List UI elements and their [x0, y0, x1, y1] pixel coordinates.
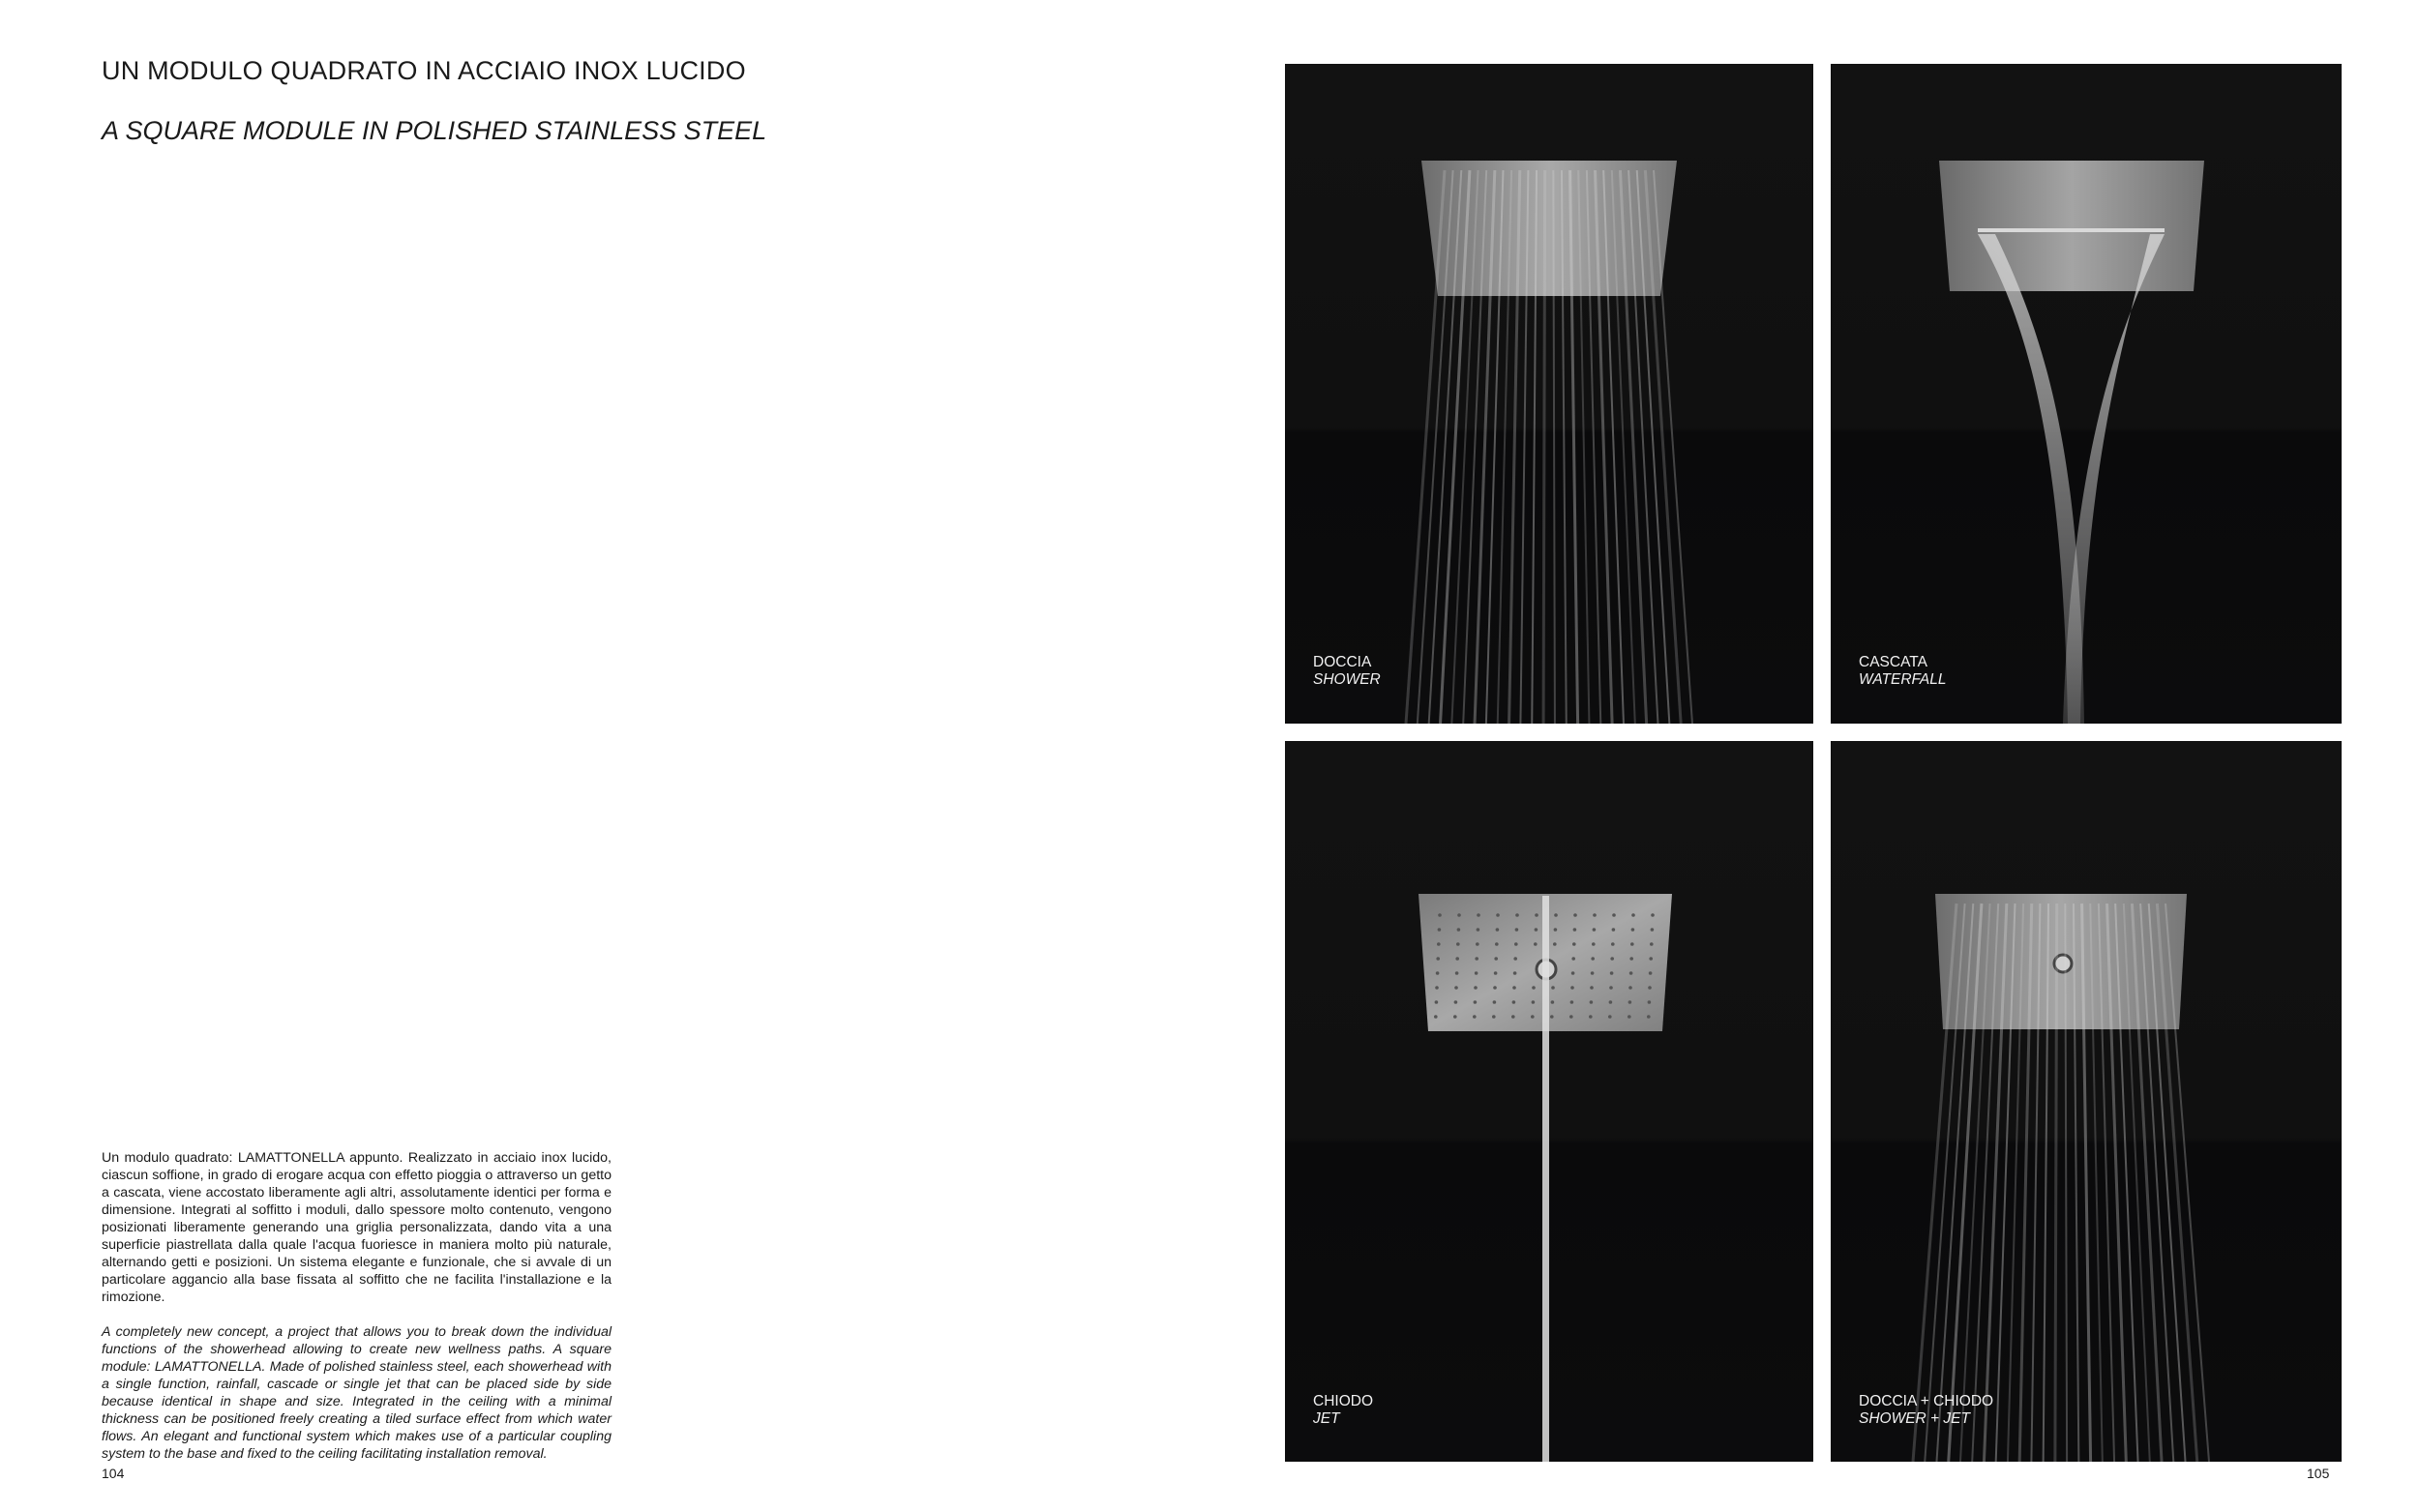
nozzle-dot — [1550, 1015, 1554, 1019]
nozzle-dot — [1515, 913, 1519, 917]
nozzle-dot — [1592, 942, 1596, 946]
nozzle-dot — [1572, 942, 1576, 946]
nozzle-dot — [1649, 957, 1653, 961]
nozzle-dot — [1649, 971, 1653, 975]
photo-jet — [1285, 741, 1813, 1462]
nozzle-dot — [1611, 942, 1615, 946]
nozzle-dot — [1515, 928, 1519, 932]
nozzle-dot — [1629, 957, 1633, 961]
nozzle-dot — [1609, 1000, 1613, 1004]
page-number-left: 104 — [102, 1466, 125, 1481]
caption-waterfall — [1859, 654, 1946, 689]
nozzle-dot — [1610, 957, 1614, 961]
nozzle-dot — [1551, 986, 1555, 990]
photo-shower — [1285, 64, 1813, 724]
nozzle-dot — [1647, 1015, 1651, 1019]
water-stream — [1543, 170, 1545, 724]
nozzle-dot — [1494, 957, 1498, 961]
nozzle-dot — [1474, 986, 1478, 990]
photo-shower-jet — [1831, 741, 2342, 1462]
nozzle-dot — [1554, 928, 1558, 932]
caption-jet-it: CHIODO — [1313, 1393, 1373, 1409]
nozzle-dot — [1436, 957, 1440, 961]
nozzle-dot — [1454, 1000, 1458, 1004]
nozzle-dot — [1630, 942, 1634, 946]
showerhead-plate — [1421, 161, 1677, 296]
nozzle-dot — [1631, 913, 1635, 917]
nozzle-dot — [1631, 928, 1635, 932]
body-text-english: A completely new concept, a project that allows you to break down the individual functions of the showerhead allowing to create new wellness paths. A square module: LAMATTONELLA. Made of polished stainless steel, each showerhead with a single function, rainfall, cascade or single jet that can be placed side by side because identical in shape and size. Integrated in the ceiling with a minimal thickness can be positioned freely creating a tiled surface effect from which water flows. An elegant and functional system which makes use of a particular coupling system to the base and fixed to the ceiling facilitating installation removal. — [102, 1324, 612, 1462]
nozzle-dot — [1436, 971, 1440, 975]
nozzle-dot — [1608, 1015, 1612, 1019]
nozzle-dot — [1512, 986, 1516, 990]
jet-illustration — [1285, 741, 1813, 1462]
nozzle-dot — [1434, 1015, 1438, 1019]
nozzle-dot — [1494, 971, 1498, 975]
nozzle-dot — [1591, 971, 1595, 975]
nozzle-dot — [1493, 986, 1497, 990]
nozzle-dot — [1457, 928, 1461, 932]
nozzle-dot — [1474, 1000, 1478, 1004]
nozzle-dot — [1532, 1000, 1536, 1004]
nozzle-dot — [1591, 957, 1595, 961]
nozzle-dot — [1477, 928, 1480, 932]
caption-shower-jet — [1859, 1393, 1993, 1428]
nozzle-dot — [1514, 942, 1518, 946]
waterfall-illustration — [1831, 64, 2342, 724]
nozzle-dot — [1610, 971, 1614, 975]
nozzle-dot — [1651, 913, 1655, 917]
title-english: A SQUARE MODULE IN POLISHED STAINLESS STEEL — [102, 116, 767, 145]
water-stream — [2165, 904, 2209, 1462]
nozzle-dot — [1455, 971, 1459, 975]
nozzle-dot — [1629, 971, 1633, 975]
nozzle-dot — [1570, 1000, 1574, 1004]
nozzle-dot — [1628, 986, 1632, 990]
caption-jet-en: JET — [1313, 1410, 1340, 1427]
nozzle-dot — [1589, 1015, 1593, 1019]
nozzle-dot — [1476, 942, 1479, 946]
caption-shower-en: SHOWER — [1313, 671, 1381, 688]
nozzle-dot — [1569, 1015, 1573, 1019]
nozzle-dot — [1437, 942, 1441, 946]
nozzle-dot — [1475, 971, 1478, 975]
nozzle-dot — [1648, 1000, 1652, 1004]
nozzle-dot — [1593, 913, 1597, 917]
page-number-right: 105 — [2307, 1466, 2330, 1481]
nozzle-dot — [1573, 928, 1577, 932]
nozzle-dot — [1438, 913, 1442, 917]
water-stream — [2055, 904, 2057, 1462]
nozzle-dot — [1628, 1015, 1631, 1019]
nozzle-dot — [1496, 928, 1500, 932]
nozzle-dot — [1590, 1000, 1594, 1004]
nozzle-dot — [1570, 986, 1574, 990]
nozzle-dot — [1438, 928, 1442, 932]
nozzle-dot — [1513, 971, 1517, 975]
title-italian: UN MODULO QUADRATO IN ACCIAIO INOX LUCIDO — [102, 56, 746, 85]
nozzle-dot — [1513, 957, 1517, 961]
nozzle-dot — [1650, 942, 1654, 946]
body-text-italian: Un modulo quadrato: LAMATTONELLA appunto. Realizzato in acciaio inox lucido, ciascun soffione, in grado di erogare acqua con effetto pioggia o attraverso un getto a cascata, viene accostato liberamente agli altri, assolutamente identici per forma e dimensione. Integrati al soffitto i moduli, dallo spessore molto contenuto, vengono posizionati liberamente generando una griglia personalizzata, dando vita a una superficie piastrellata dalla quale l'acqua fuoriesce in maniera molto più naturale, alternando getti e posizioni. Un sistema elegante e funzionale, che si avvale di un particolare aggancio alla base fissata al soffitto che ne facilita l'installazione e la rimozione. — [102, 1150, 612, 1305]
nozzle-dot — [1496, 913, 1500, 917]
nozzle-dot — [1435, 986, 1439, 990]
water-stream — [1654, 170, 1692, 724]
jet-stream — [1542, 896, 1549, 1462]
nozzle-dot — [1511, 1015, 1515, 1019]
caption-jet — [1313, 1393, 1373, 1428]
nozzle-dot — [1532, 986, 1536, 990]
nozzle-dot — [1534, 942, 1538, 946]
nozzle-dot — [1612, 928, 1616, 932]
caption-shower — [1313, 654, 1381, 689]
nozzle-dot — [1535, 913, 1538, 917]
water-stream — [1913, 904, 1956, 1462]
caption-shower-it: DOCCIA — [1313, 654, 1372, 670]
nozzle-dot — [1512, 1000, 1516, 1004]
nozzle-dot — [1493, 1000, 1497, 1004]
shower-illustration — [1285, 64, 1813, 724]
nozzle-dot — [1492, 1015, 1496, 1019]
nozzle-dot — [1535, 928, 1538, 932]
nozzle-dot — [1553, 942, 1557, 946]
nozzle-dot — [1551, 1000, 1555, 1004]
caption-shower-jet-en: SHOWER + JET — [1859, 1410, 1970, 1427]
nozzle-dot — [1435, 1000, 1439, 1004]
nozzle-dot — [1554, 913, 1558, 917]
nozzle-dot — [1628, 1000, 1632, 1004]
nozzle-dot — [1453, 1015, 1457, 1019]
nozzle-dot — [1456, 942, 1460, 946]
caption-waterfall-it: CASCATA — [1859, 654, 1927, 670]
cascade-plate — [1939, 161, 2204, 291]
nozzle-dot — [1473, 1015, 1477, 1019]
nozzle-dot — [1609, 986, 1613, 990]
shower-jet-illustration — [1831, 741, 2342, 1462]
nozzle-dot — [1477, 913, 1480, 917]
caption-waterfall-en: WATERFALL — [1859, 671, 1947, 688]
nozzle-dot — [1651, 928, 1655, 932]
nozzle-dot — [1475, 957, 1478, 961]
photo-waterfall — [1831, 64, 2342, 724]
nozzle-dot — [1571, 971, 1575, 975]
caption-shower-jet-it: DOCCIA + CHIODO — [1859, 1393, 1994, 1409]
nozzle-dot — [1593, 928, 1597, 932]
nozzle-dot — [1590, 986, 1594, 990]
nozzle-dot — [1612, 913, 1616, 917]
nozzle-dot — [1573, 913, 1577, 917]
nozzle-dot — [1454, 986, 1458, 990]
nozzle-dot — [1531, 1015, 1535, 1019]
nozzle-dot — [1457, 913, 1461, 917]
nozzle-dot — [1648, 986, 1652, 990]
nozzle-dot — [1571, 957, 1575, 961]
water-stream — [1406, 170, 1445, 724]
nozzle-dot — [1495, 942, 1499, 946]
nozzle-dot — [1455, 957, 1459, 961]
cascade-sheet-right — [2063, 234, 2165, 724]
